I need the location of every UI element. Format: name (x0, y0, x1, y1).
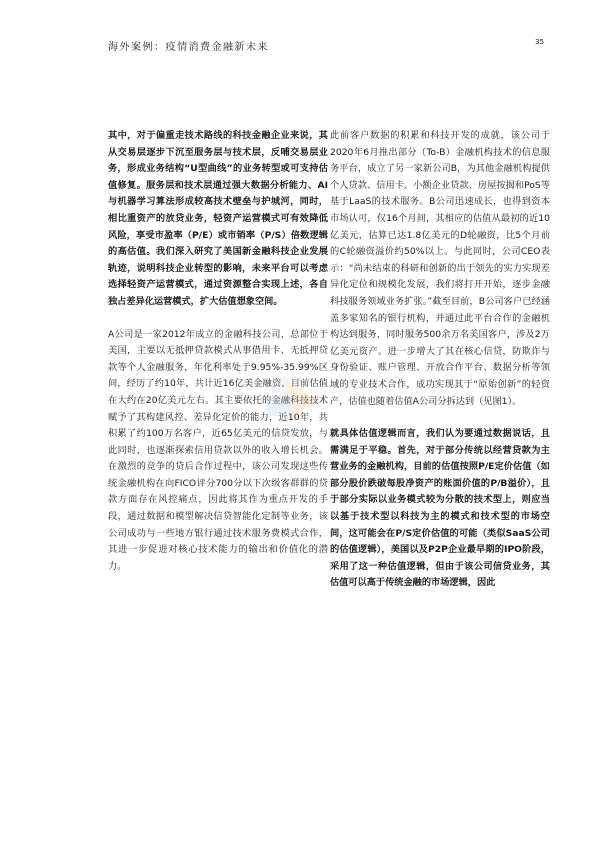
company-b-paragraph: 此前客户数据的积累和科技开发的成就，该公司于2020年6月推出部分（To-B）金融机构技术的信息服务平台，成立了另一家新公司B，为其他金融机构提供个人贷款、信用卡、小额企业贷款、房屋按揭和PoS等基于LaaS的技术服务。B公司迅速成长，也得到资本市场认可，仅16个月间，其相应的估值从最初的近10亿美元，估算已达1.8亿美元的D轮融资，比5个月前的C轮融资溢价约50%以上。与此同时，公司CEO表示：“尚未结束的科研和创新的出于领先的实力实现差异化定位和规模化发展，我们将打开开始，逐步金融科技服务领域业务扩张。”截至目前，B公司客户已经涵盖多家知名的银行机构，并通过此平台合作的金融机构达到服务，同时服务500余万名美国客户，涉及2万亿美元资产。进一步增大了其在核心信贷，防欺诈与身份验证、账户管理、开放合作平台、数据分析等领域的专业技术合作，成功实现其于“原始创新”的轻资产，估值也随着估值A公司分拆达到（见图1）。 (330, 130, 550, 407)
page-header (108, 38, 544, 52)
header-title: 海外案例：疫情消费金融新未来 (108, 42, 269, 53)
intro-paragraph: 其中，对于偏重走技术路线的科技金融企业来说，其从交易层逐步下沉至服务层与技术层，反哺交易层业务，形成业务结构“U型曲线”的业务转型或可支持估值修复。服务层和技术层通过强大数据分析能力、AI与机器学习算法形成较高技术壁垒与护城河，同时，相比重资产的放贷业务，轻资产运营模式可有效降低风险，享受市盈率（P/E）或市销率（P/S）倍数逻辑的高估值。我们深入研究了美国新金融科技企业发展轨迹，说明科技企业转型的影响，未来平台可以考虑选择轻资产运营模式，通过资源整合实现上述，各自独占差异化运营模式，扩大估值想象空间。 (108, 130, 328, 307)
right-column (330, 128, 550, 608)
valuation-paragraph: 就具体估值逻辑而言，我们认为要通过数据说话，且需满足于平稳。首先，对于部分传统以经营贷款为主营业务的金融机构，目前的估值按照P/E定价估值（如部分股价跌破每股净资产的账面价值的P/B溢价），且于部分实际以业务模式较为分散的技术型上，则应当以基于技术型以科技为主的模式和技术型的市场空间，这可能会在P/S定价估值的可能（类似SaaS公司的估值逻辑），美国以及P2P企业最早期的IPO阶段，采用了这一种估值逻辑，但由于该公司信贷业务，其估值可以高于传统金融的市场逻辑，因此 (330, 428, 550, 589)
left-column (108, 128, 328, 591)
page-number: 35 (535, 38, 544, 46)
company-a-paragraph: A公司是一家2012年成立的金融科技公司，总部位于美国，主要以无抵押贷款模式从事借用卡、无抵押贷款等个人金融服务，年化利率处于9.95%-35.99%区间，经历了约10年，共计近16亿美金融资，目前估值在大约在20亿美元左右。其主要依托的金融科技技术赋予了其构建风控、差异化定价的能力，近10年，共积累了约100万名客户，近65亿美元的信贷发放，与此同时，也逐渐探索信用贷款以外的收入增长机会。在激烈的竞争的贷后合作过程中，该公司发现这些传统金融机构在向FICO评分700分以下次级客群群的贷款方面存在风控痛点，因此将其作为重点开发的手段，通过数据和模型解决信贷智能化定制等业务，该公司成功与一些地方银行通过技术服务费模式合作，其进一步促进对核心技术能力的输出和价值化的潜力。 (108, 328, 328, 572)
